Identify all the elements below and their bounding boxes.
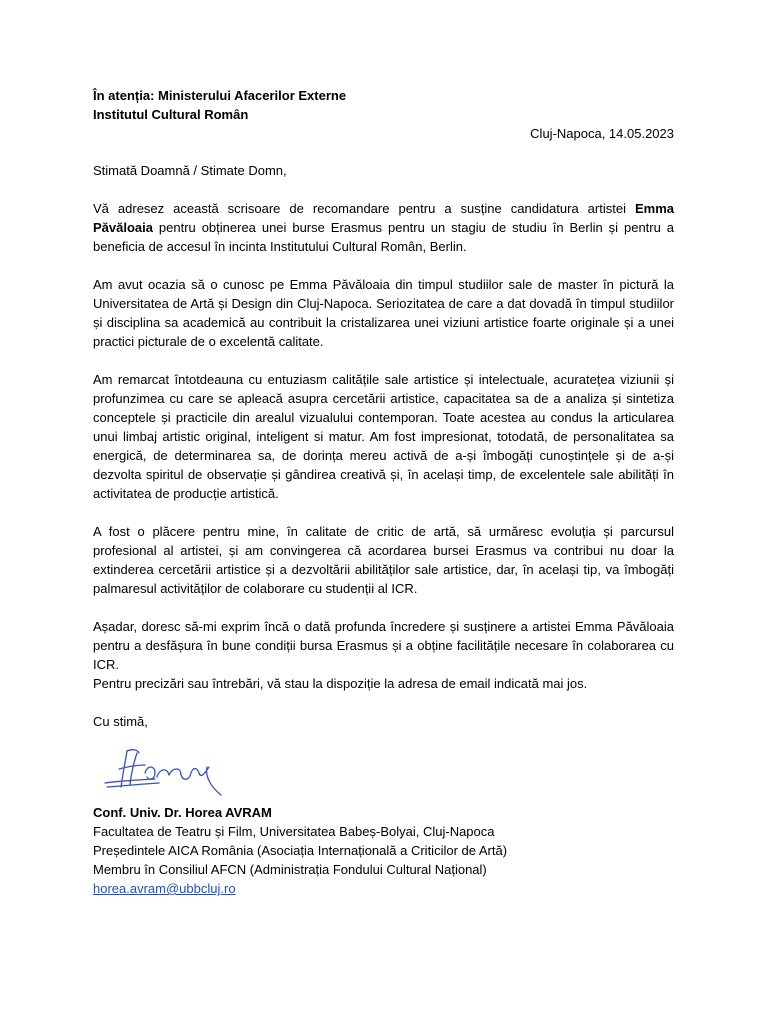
letter-page bbox=[93, 86, 674, 898]
closing: Cu stimă, bbox=[93, 714, 148, 729]
paragraph-introduction bbox=[93, 199, 674, 256]
candidate-name: Emma Păvăloaia bbox=[93, 201, 674, 235]
paragraph-studies: Am avut ocazia să o cunosc pe Emma Păvăloaia din timpul studiilor sale de master în pictură la Universitatea de Artă și Design din Cluj-Napoca. Seriozitatea de care a dat dovadă în timpul studiilor și disciplina sa academică au contribuit la cristalizarea unei viziuni artistice foarte originale și a unei practici picturale de o excelentă calitate. bbox=[93, 277, 674, 349]
addressee-line: În atenția: Ministerului Afacerilor Externe bbox=[93, 88, 347, 103]
signatory-affiliation: Facultatea de Teatru și Film, Universitatea Babeș-Bolyai, Cluj-Napoca bbox=[93, 824, 495, 839]
signatory-afcn-role: Membru în Consiliul AFCN (Administrația Fondului Cultural Național) bbox=[93, 862, 487, 877]
paragraph-contact: Pentru precizări sau întrebări, vă stau la dispoziție la adresa de email indicată mai jos. bbox=[93, 676, 588, 691]
paragraph-introduction-text: Vă adresez această scrisoare de recomandare pentru a susține candidatura artistei bbox=[93, 201, 635, 216]
paragraph-evolution: A fost o plăcere pentru mine, în calitate de critic de artă, să urmăresc evoluția și parcursul profesional al artistei, și am convingerea că acordarea bursei Erasmus va contribui nu doar la extinderea cercetării artistice și a dezvoltării abilităților sale artistice, dar, în același tip, va îmbogăți palmaresul activităților de colaborare cu studenții al ICR. bbox=[93, 524, 674, 596]
handwritten-signature bbox=[97, 743, 227, 799]
paragraph-introduction-text-end: pentru obținerea unei burse Erasmus pentru un stagiu de studiu în Berlin și pentru a beneficia de accesul în incinta Institutului Cultural Român, Berlin. bbox=[93, 220, 674, 254]
signatory-email-link[interactable]: horea.avram@ubbcluj.ro bbox=[93, 881, 236, 896]
letter-date: Cluj-Napoca, 14.05.2023 bbox=[530, 126, 674, 141]
signatory-aica-role: Președintele AICA România (Asociația Internațională a Criticilor de Artă) bbox=[93, 843, 508, 858]
greeting: Stimată Doamnă / Stimate Domn, bbox=[93, 163, 287, 178]
paragraph-qualities: Am remarcat întotdeauna cu entuziasm calitățile sale artistice și intelectuale, acuratețea viziunii și profunzimea cu care se apleacă asupra cercetării artistice, capacitatea sa de a analiza și sintetiza conceptele și practicile din arealul vizualului contemporan. Toate acestea au condus la articularea unui limbaj artistic original, inteligent si matur. Am fost impresionat, totodată, de personalitatea sa energică, de determinarea sa, de dorința mereu activă de a-și îmbogăți cunoștințele și de a-și dezvolta spiritul de observație și gândirea creativă și, în același timp, de excelentele sale abilități în activitatea de producție artistică. bbox=[93, 372, 674, 501]
addressee-institution: Institutul Cultural Român bbox=[93, 107, 249, 122]
signatory-name: Conf. Univ. Dr. Horea AVRAM bbox=[93, 805, 272, 820]
paragraph-conclusion: Așadar, doresc să-mi exprim încă o dată profunda încredere și susținere a artistei Emma Păvăloaia pentru a desfășura în bune condiții bursa Erasmus și a obține facilitățile necesare în colaborarea cu ICR. bbox=[93, 619, 674, 672]
